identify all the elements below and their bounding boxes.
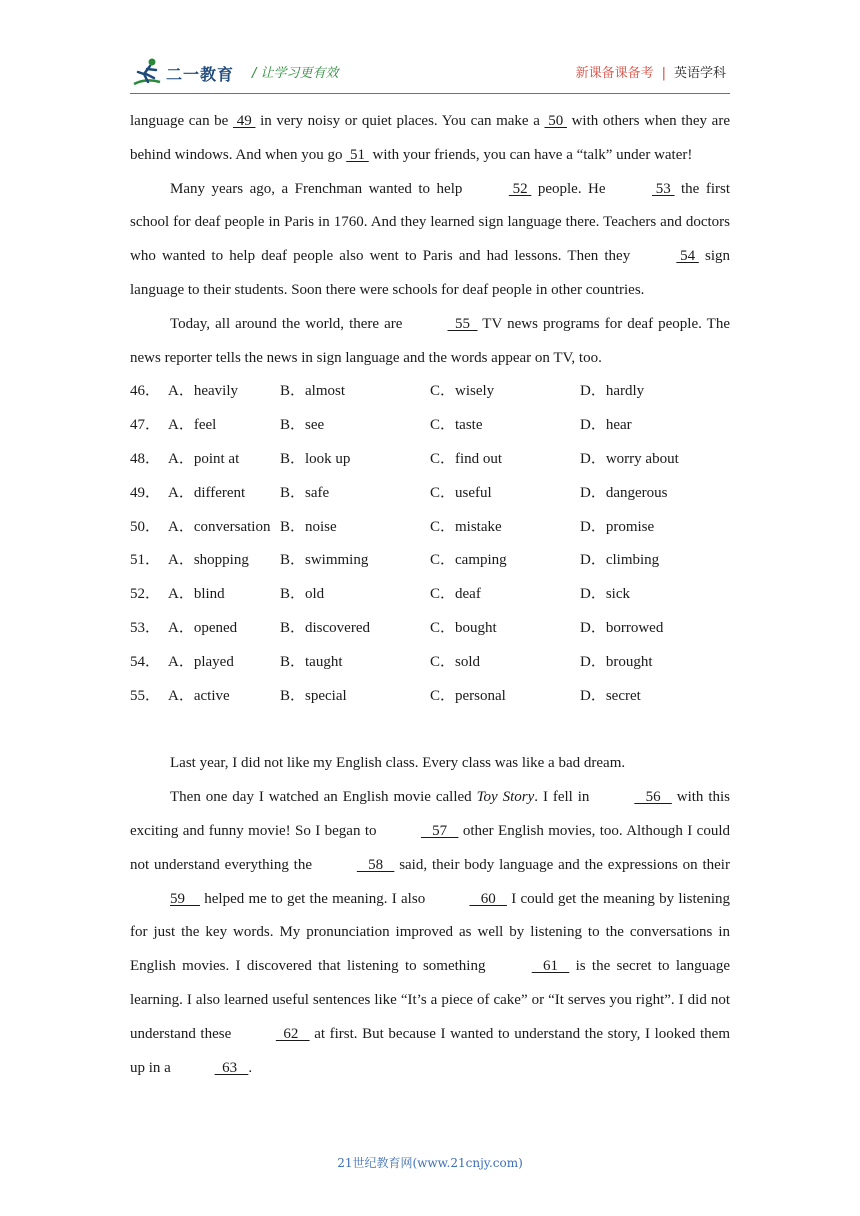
blank-54: 54 bbox=[676, 248, 699, 265]
option-c: C．mistake bbox=[430, 518, 502, 535]
question-row-50 bbox=[130, 511, 730, 545]
blank-52: 52 bbox=[508, 180, 532, 197]
blank-49: 49 bbox=[232, 113, 256, 129]
runner-logo-icon bbox=[130, 56, 166, 90]
text: the first school for deaf people in Paris in 1760. And they learned sign language there. Teachers and doctors who wanted to help deaf people also went to Paris and had lessons. Then they bbox=[130, 180, 730, 265]
option-b: B．old bbox=[280, 586, 325, 603]
header-divider bbox=[130, 93, 730, 94]
blank-51: 51 bbox=[346, 146, 369, 163]
blank-57: 57 bbox=[420, 822, 459, 839]
option-c: C．taste bbox=[430, 417, 483, 434]
page-footer: 21世纪教育网(www.21cnjy.com) bbox=[337, 1156, 523, 1170]
option-b: B．taught bbox=[280, 653, 343, 670]
slogan: / 让学习更有效 bbox=[252, 66, 339, 81]
option-b: B．discovered bbox=[280, 619, 370, 636]
text: language can be bbox=[130, 113, 233, 129]
blank-63: 63 bbox=[214, 1059, 249, 1076]
passage2-paragraph-2 bbox=[130, 781, 730, 1085]
document-body bbox=[130, 105, 730, 1085]
text: TV news programs for deaf people. The news reporter tells the news in sign language and the words appear on TV, too. bbox=[130, 315, 730, 366]
text: other English movies, too. Although I could not understand everything the bbox=[130, 822, 730, 873]
option-a: A．blind bbox=[168, 586, 225, 603]
blank-55: 55 bbox=[447, 315, 478, 332]
option-c: C．bought bbox=[430, 619, 497, 636]
question-row-54 bbox=[130, 646, 730, 680]
question-row-47 bbox=[130, 409, 730, 443]
logo bbox=[130, 56, 240, 90]
option-d: D．climbing bbox=[580, 552, 660, 569]
option-d: D．promise bbox=[580, 518, 655, 535]
option-b: B．noise bbox=[280, 518, 337, 535]
question-number: 54． bbox=[130, 653, 161, 670]
blank-62: 62 bbox=[275, 1025, 310, 1042]
option-a: A．different bbox=[168, 484, 246, 501]
question-number: 48． bbox=[130, 450, 161, 467]
option-d: D．dangerous bbox=[580, 484, 668, 501]
option-a: A．active bbox=[168, 687, 230, 704]
passage1-paragraph-1 bbox=[130, 105, 730, 173]
option-d: D．secret bbox=[580, 687, 641, 704]
blank-61: 61 bbox=[531, 958, 570, 975]
option-b: B．almost bbox=[280, 383, 346, 400]
page-header bbox=[130, 56, 730, 90]
question-number: 55． bbox=[130, 687, 161, 704]
blank-53: 53 bbox=[652, 180, 675, 197]
question-row-53 bbox=[130, 612, 730, 646]
question-row-49 bbox=[130, 477, 730, 511]
header-subject bbox=[576, 62, 726, 81]
question-row-51 bbox=[130, 544, 730, 578]
option-d: D．sick bbox=[580, 586, 630, 603]
text: in very noisy or quiet places. You can make a bbox=[255, 113, 545, 129]
passage1-paragraph-3 bbox=[130, 308, 730, 376]
text: with this exciting and funny movie! So I began to bbox=[130, 789, 731, 839]
question-row-46 bbox=[130, 375, 730, 409]
question-row-52 bbox=[130, 578, 730, 612]
option-c: C．deaf bbox=[430, 586, 481, 603]
option-b: B．special bbox=[280, 687, 347, 704]
text: sign language to their students. Soon there were schools for deaf people in other countries. bbox=[130, 248, 730, 298]
passage1-paragraph-2 bbox=[130, 173, 730, 308]
header-separator: | bbox=[661, 66, 666, 81]
option-b: B．look up bbox=[280, 450, 351, 467]
option-d: D．worry about bbox=[580, 450, 679, 467]
header-subject-label: 英语学科 bbox=[673, 66, 726, 81]
options-list bbox=[130, 375, 730, 713]
option-a: A．point at bbox=[168, 450, 240, 467]
option-b: B．safe bbox=[280, 484, 330, 501]
option-a: A．conversation bbox=[168, 518, 271, 535]
option-a: A．feel bbox=[168, 417, 217, 434]
question-number: 49． bbox=[130, 484, 161, 501]
blank-58: 58 bbox=[356, 856, 395, 873]
option-c: C．sold bbox=[430, 653, 481, 670]
option-d: D．hardly bbox=[580, 383, 645, 400]
blank-50: 50 bbox=[544, 113, 567, 129]
question-number: 46． bbox=[130, 383, 161, 400]
text: with your friends, you can have a “talk” under water! bbox=[368, 146, 693, 163]
option-d: D．hear bbox=[580, 417, 632, 434]
text: Many years ago, a Frenchman wanted to help bbox=[170, 180, 469, 197]
blank-56: 56 bbox=[634, 789, 672, 806]
logo-text: 二一教育 bbox=[166, 65, 235, 84]
text: I could get the meaning by listening for just the key words. My pronunciation improved as well by listening to the conversations in English movies. I discovered that listening to something bbox=[130, 890, 730, 975]
text: Today, all around the world, there are bbox=[170, 315, 408, 332]
option-a: A．heavily bbox=[168, 383, 238, 400]
option-c: C．useful bbox=[430, 484, 492, 501]
text: . bbox=[248, 1059, 253, 1076]
blank-59: 59 bbox=[170, 890, 200, 907]
question-number: 47． bbox=[130, 417, 161, 434]
text: helped me to get the meaning. I also bbox=[200, 890, 430, 907]
text: said, their body language and the expressions on their bbox=[394, 856, 730, 873]
option-a: A．opened bbox=[168, 619, 238, 636]
option-c: C．wisely bbox=[430, 383, 495, 400]
question-number: 53． bbox=[130, 619, 161, 636]
option-c: C．personal bbox=[430, 687, 506, 704]
option-b: B．see bbox=[280, 417, 325, 434]
question-number: 51． bbox=[130, 552, 161, 569]
option-a: A．played bbox=[168, 653, 234, 670]
question-number: 52． bbox=[130, 586, 161, 603]
option-c: C．find out bbox=[430, 450, 503, 467]
option-d: D．borrowed bbox=[580, 619, 664, 636]
option-a: A．shopping bbox=[168, 552, 249, 569]
text: with others when they are behind windows. And when you go bbox=[130, 113, 730, 163]
section-gap bbox=[130, 713, 730, 747]
text: people. He bbox=[531, 180, 613, 197]
question-number: 50． bbox=[130, 518, 161, 535]
text: is the secret to language learning. I also learned useful sentences like “It’s a piece of cake” or “It serves you right”. I did not understand these bbox=[130, 958, 730, 1042]
question-row-48 bbox=[130, 443, 730, 477]
header-tagline: 新课备课备考 bbox=[575, 66, 654, 81]
question-row-55 bbox=[130, 680, 730, 714]
passage2-paragraph-1: Last year, I did not like my English class. Every class was like a bad dream. bbox=[170, 755, 626, 772]
text: at first. But because I wanted to understand the story, I looked them up in a bbox=[130, 1025, 730, 1076]
option-d: D．brought bbox=[580, 653, 653, 670]
text: Then one day I watched an English movie called bbox=[170, 789, 477, 806]
text: . I fell in bbox=[534, 789, 595, 806]
movie-title: Toy Story bbox=[476, 789, 535, 806]
blank-60: 60 bbox=[469, 890, 507, 907]
option-c: C．camping bbox=[430, 552, 507, 569]
option-b: B．swimming bbox=[280, 552, 369, 569]
